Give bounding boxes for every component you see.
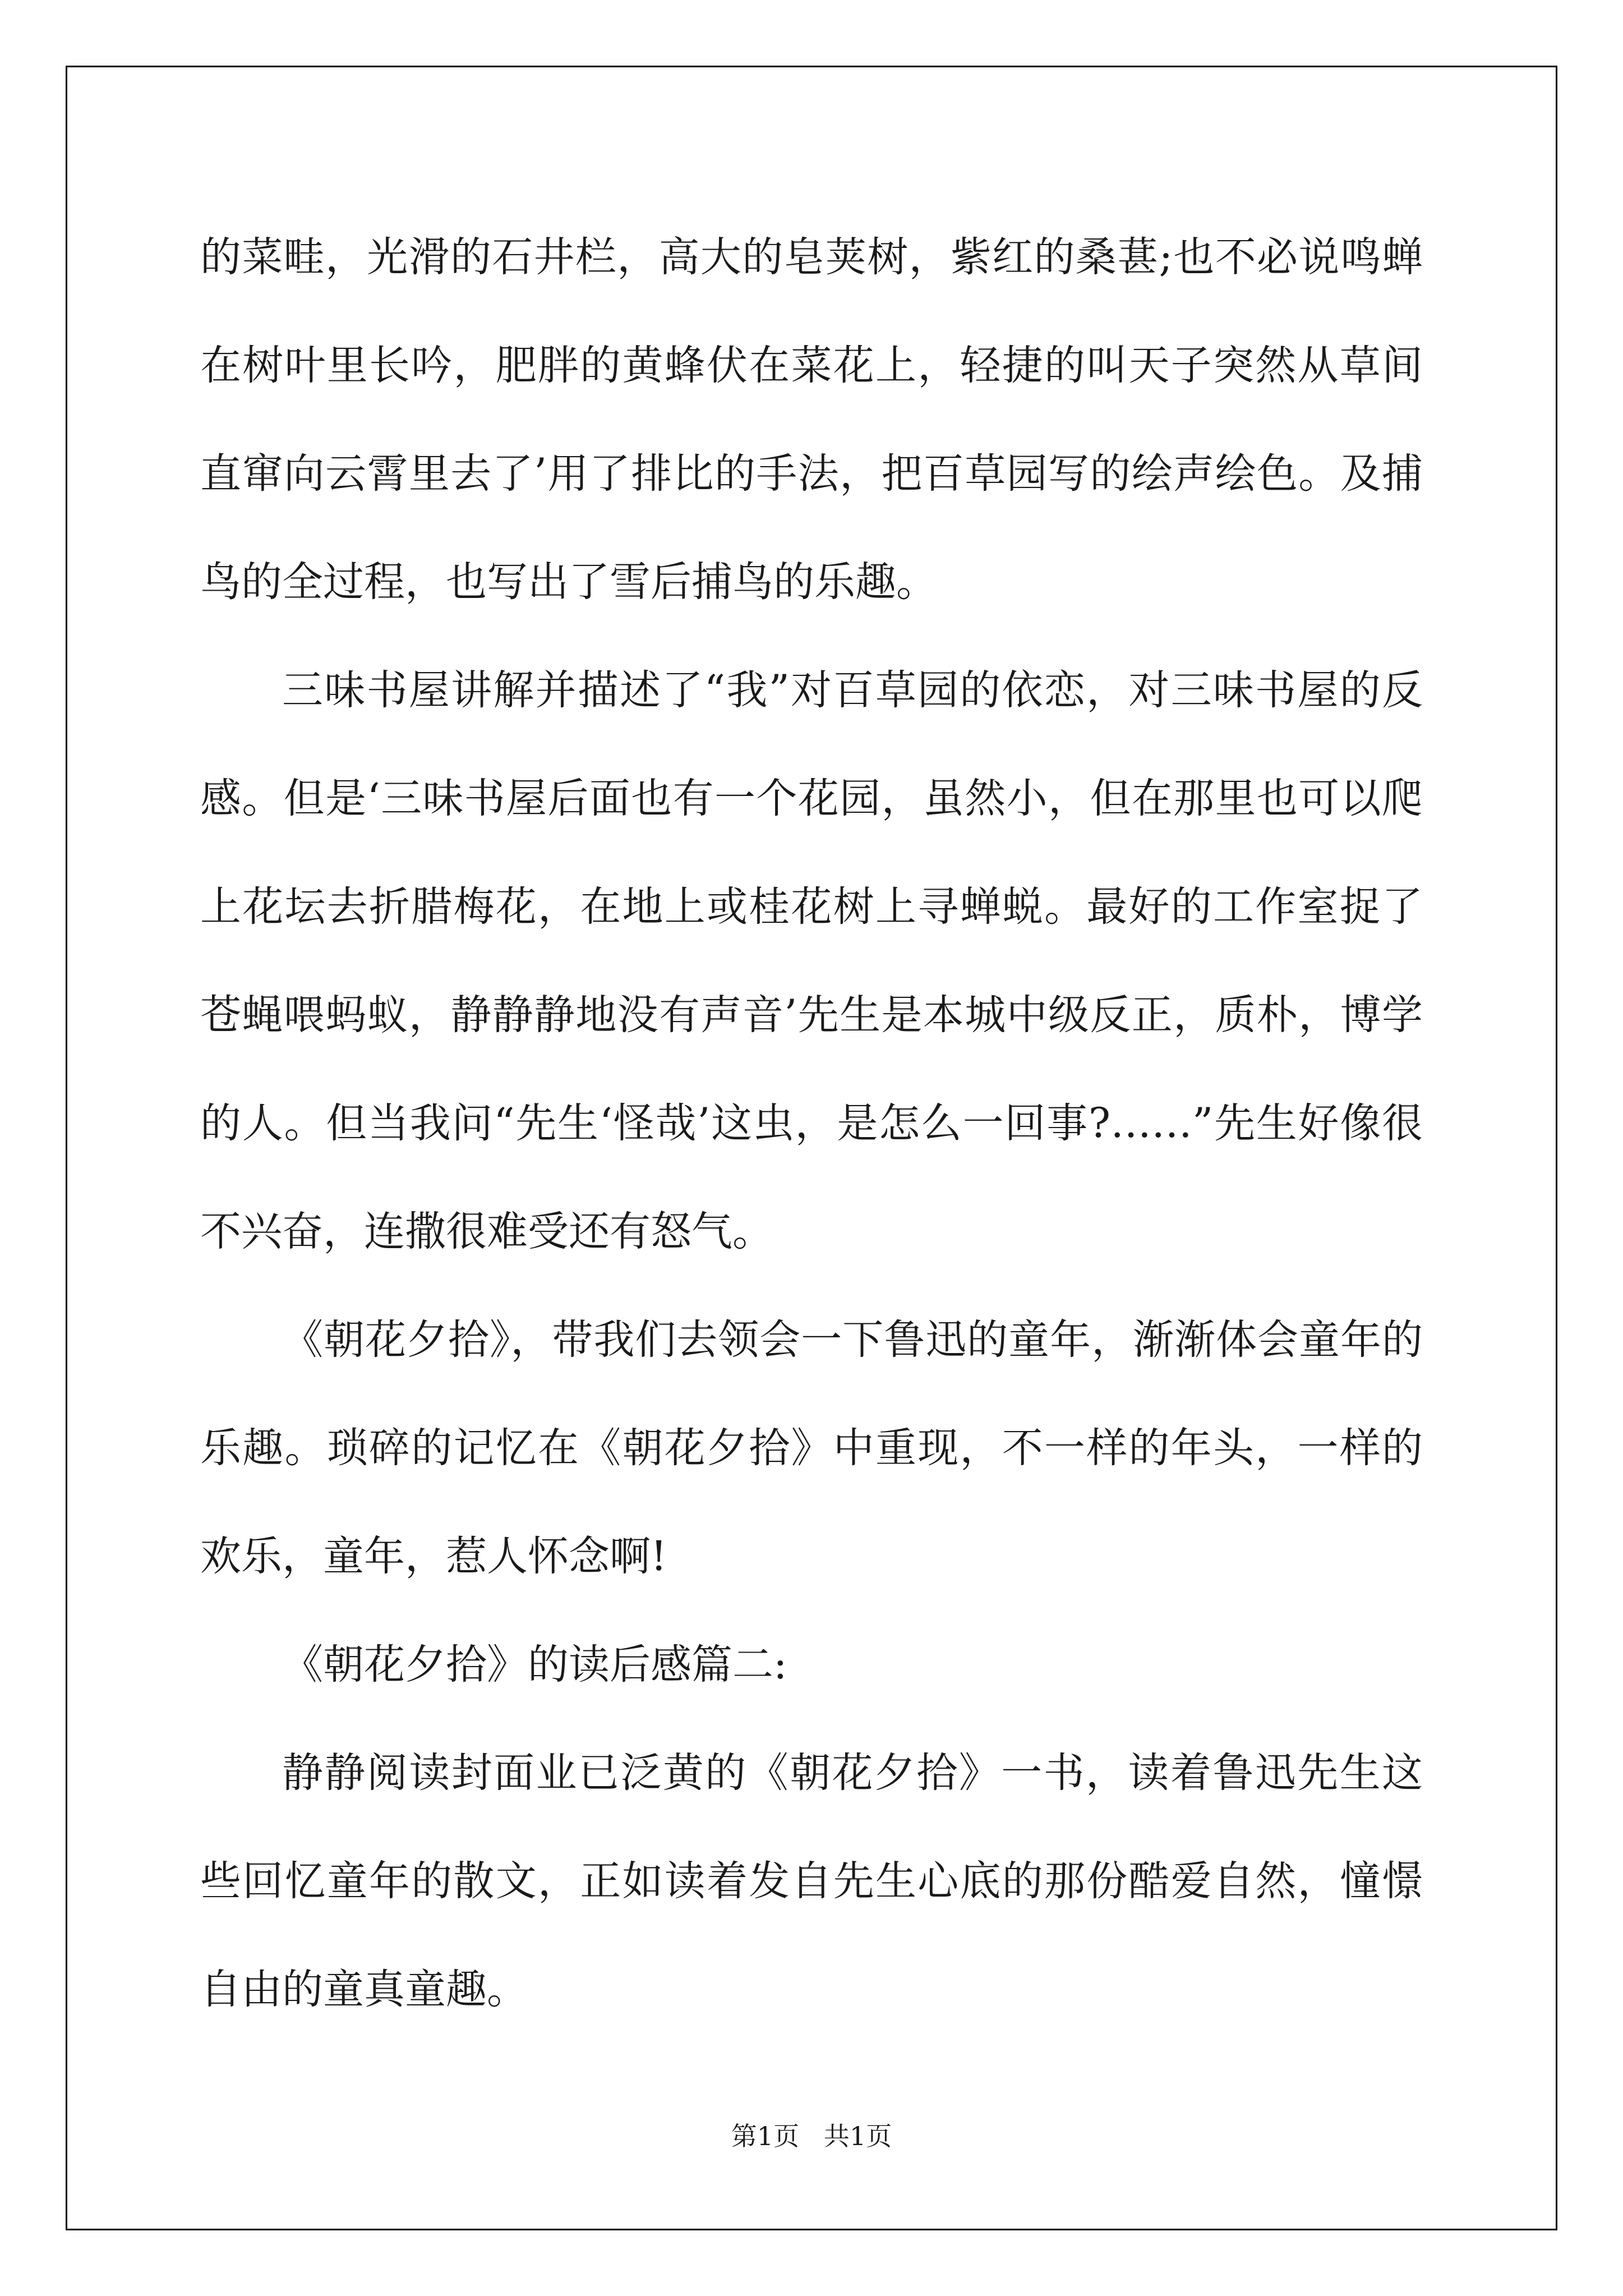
document-body [200,203,1423,2044]
paragraph-sanwei-shuwu: 三味书屋讲解并描述了“我”对百草园的依恋，对三味书屋的反感。但是‘三味书屋后面也有一个花园，虽然小，但在那里也可以爬上花坛去折腊梅花，在地上或桂花树上寻蝉蜕。最好的工作室捉了苍蝇喂蚂蚁，静静静地没有声音’先生是本城中级反正，质朴，博学的人。但当我问“先生‘怪哉’这虫，是怎么一回事?……”先生好像很不兴奋，连撒很难受还有怒气。 [200,666,1423,1255]
paragraph-continuation: 的菜畦，光滑的石井栏，高大的皂荚树，紫红的桑葚;也不必说鸣蝉在树叶里长吟，肥胖的黄蜂伏在菜花上，轻捷的叫天子突然从草间直窜向云霄里去了’用了排比的手法，把百草园写的绘声绘色。及捕鸟的全过程，也写出了雪后捕鸟的乐趣。 [200,233,1423,606]
paragraph-reading-intro: 静静阅读封面业已泛黄的《朝花夕拾》一书，读着鲁迅先生这些回忆童年的散文，正如读着发自先生心底的那份酷爱自然，憧憬自由的童真童趣。 [200,1749,1423,2013]
page-number-footer: 第1页 共1页 [731,2121,892,2151]
paragraph-zhaohua-xishi-summary: 《朝花夕拾》，带我们去领会一下鲁迅的童年，渐渐体会童年的乐趣。琐碎的记忆在《朝花夕拾》中重现，不一样的年头，一样的欢乐，童年，惹人怀念啊! [200,1316,1423,1580]
section-heading-part-two: 《朝花夕拾》的读后感篇二: [282,1641,787,1688]
